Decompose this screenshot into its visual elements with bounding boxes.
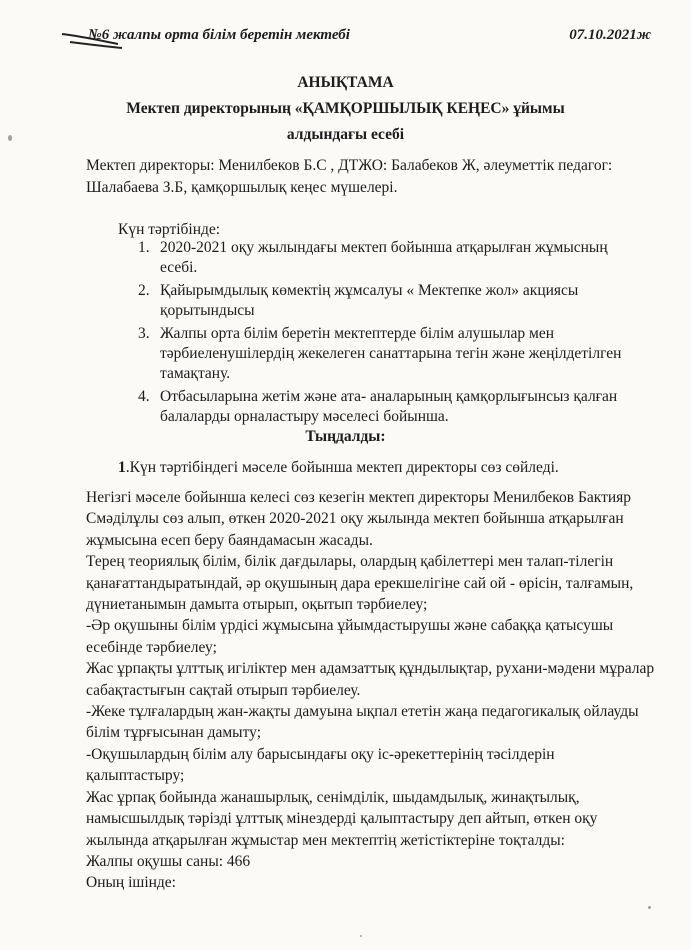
- report-paragraph: Негізгі мәселе бойынша келесі сөз кезегін мектеп директоры Менилбеков Бактияр Смәділұлы сөз алып, өткен 2020-2021 оқу жылында мектеп бойынша атқарылған жұмысына есеп беру баяндамасын жасады.: [86, 489, 632, 549]
- agenda-item-text: Жалпы орта білім беретін мектептерде білім алушылар мен тәрбиеленушілердің жекелеген санаттарына тегін және жеңілдетілген тамақтану.: [160, 325, 622, 382]
- agenda-item: [128, 281, 638, 321]
- agenda-item-text: Қайырымдылық көмектің жұмсалуы « Мектепке жол» акциясы қорытындысы: [160, 282, 579, 319]
- report-paragraph: Терең теориялық білім, білік дағдылары, олардың қабілеттері мен талап-тілегін қанағаттандыратындай, әр оқушының дара ерекшелігіне сай ой - өрісін, талғамын, дүниетанымын дамыта отырып, оқытып тәрбиелеу;: [86, 553, 634, 614]
- document-header: [88, 27, 651, 47]
- report-paragraph: -Жеке тұлғалардың жан-жақты дамуына ықпал ететін жаңа педагогикалық ойлауды білім тұрғысынан дамыту;: [86, 703, 639, 742]
- scan-speck: [360, 935, 362, 937]
- agenda-item-number: 4.: [138, 388, 150, 405]
- agenda-item: [128, 324, 638, 384]
- agenda-item-text: 2020-2021 оқу жылындағы мектеп бойынша атқарылған жұмысның есебі.: [160, 239, 608, 276]
- document-date: 07.10.2021ж: [569, 27, 651, 43]
- heard-item-text: .Күн тәртібіндегі мәселе бойынша мектеп директоры сөз сөйледі.: [125, 459, 559, 476]
- attendees-paragraph: Мектеп директоры: Менилбеков Б.С , ДТЖО: Балабеков Ж, әлеуметтік педагог: Шалабаева З.Б, қамқоршылық кеңес мүшелері.: [86, 157, 613, 196]
- agenda-heading: Күн тәртібінде:: [118, 221, 221, 238]
- title-line-2: Мектеп директорының «ҚАМҚОРШЫЛЫҚ КЕҢЕС» ұйымы: [126, 100, 565, 117]
- agenda-item-text: Отбасыларына жетім және ата- аналарының қамқорлығынсыз қалған балаларды орналастыру мәселесі бойынша.: [160, 388, 618, 425]
- report-paragraph: Жас ұрпақты ұлттық игіліктер мен адамзаттық құндылықтар, рухани-мәдени мұралар сабақтастығын сақтай отырып тәрбиелеу.: [86, 660, 655, 699]
- document-title: [0, 70, 691, 148]
- scan-speck: [8, 135, 12, 141]
- agenda-item-number: 2.: [138, 282, 150, 299]
- title-line-3: алдындағы есебі: [286, 126, 405, 143]
- title-line-1: АНЫҚТАМА: [297, 74, 394, 91]
- agenda-item-number: 1.: [138, 239, 150, 256]
- agenda-item-number: 3.: [138, 325, 150, 342]
- heard-item-1: [118, 457, 688, 479]
- heard-item-number: 1: [118, 459, 126, 476]
- agenda-list: [128, 238, 638, 430]
- agenda-item: [128, 387, 638, 427]
- scan-speck: [648, 906, 651, 909]
- report-paragraph: -Әр оқушыны білім үрдісі жұмысына ұйымдастырушы және сабаққа қатысушы есебінде тәрбиелеу;: [86, 617, 614, 656]
- report-paragraph: -Оқушылардың білім алу барысындағы оқу іс-әрекеттерінің тәсілдерін қалыптастыру;: [86, 745, 555, 785]
- student-count-line: Жалпы оқушы саны: 466: [86, 852, 251, 870]
- school-name: №6 жалпы орта білім беретін мектебі: [88, 27, 350, 43]
- section-heard-heading: Тыңдалды:: [305, 428, 386, 445]
- report-body: [86, 487, 656, 894]
- including-line: Оның ішінде:: [86, 874, 176, 892]
- agenda-item: [128, 238, 638, 278]
- report-paragraph: Жас ұрпақ бойында жанашырлық, сенімділік, шыдамдылық, жинақтылық, намысшылдық тәрізді ұлттық мінездерді қалыптастыру деп айтып, өткен оқу жылында атқарылған жұмыстар мен мектептің жетістіктеріне тоқталды:: [86, 788, 598, 849]
